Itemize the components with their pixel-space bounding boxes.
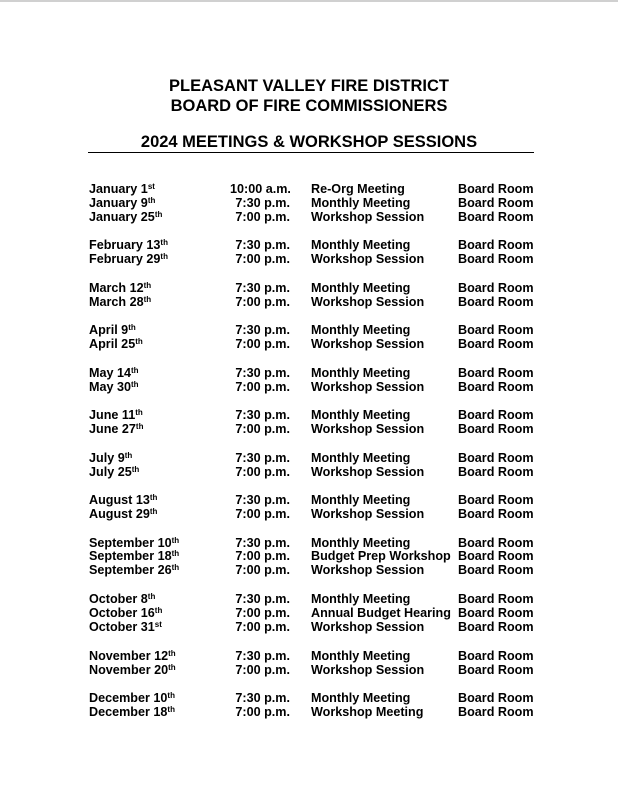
meeting-location: Board Room (458, 182, 534, 196)
meeting-row (0, 295, 618, 310)
ordinal-suffix: th (135, 408, 143, 417)
title-district: PLEASANT VALLEY FIRE DISTRICT (169, 77, 449, 95)
meeting-time: 7:30 p.m. (235, 238, 290, 252)
meeting-location: Board Room (458, 422, 534, 436)
meeting-row (0, 252, 618, 267)
meeting-location: Board Room (458, 536, 534, 550)
meeting-location: Board Room (458, 663, 534, 677)
meeting-location: Board Room (458, 366, 534, 380)
meeting-date (89, 705, 175, 720)
meeting-location: Board Room (458, 563, 534, 577)
meeting-date (89, 252, 168, 267)
meeting-location: Board Room (458, 380, 534, 394)
meeting-date-text: November 12 (89, 649, 169, 663)
ordinal-suffix: th (168, 649, 176, 658)
meeting-time: 7:30 p.m. (235, 592, 290, 606)
meeting-date-text: December 18 (89, 705, 168, 719)
meeting-date (89, 507, 157, 522)
meeting-date-text: September 18 (89, 549, 172, 563)
meeting-row (0, 281, 618, 296)
meeting-date-text: October 31 (89, 620, 155, 634)
meeting-time: 7:30 p.m. (235, 323, 290, 337)
ordinal-suffix: th (168, 663, 176, 672)
meeting-row (0, 663, 618, 678)
meeting-date-text: January 9 (89, 196, 148, 210)
meeting-row (0, 182, 618, 197)
ordinal-suffix: th (131, 380, 139, 389)
meeting-location: Board Room (458, 507, 534, 521)
meeting-date-text: May 14 (89, 366, 132, 380)
title-schedule: 2024 MEETINGS & WORKSHOP SESSIONS (140, 133, 478, 151)
meeting-row (0, 408, 618, 423)
meeting-date-text: February 13 (89, 238, 161, 252)
meeting-row (0, 705, 618, 720)
meeting-time: 7:00 p.m. (235, 507, 290, 521)
ordinal-suffix: th (143, 295, 152, 304)
ordinal-suffix: th (124, 451, 133, 460)
meeting-date (89, 549, 179, 564)
meeting-type: Workshop Session (311, 210, 425, 224)
meeting-type: Monthly Meeting (311, 323, 411, 337)
meeting-date-text: January 1 (89, 182, 148, 196)
meeting-row (0, 210, 618, 225)
meeting-date-text: August 29 (89, 507, 150, 521)
meeting-date (89, 337, 143, 352)
meeting-date (89, 281, 151, 296)
meeting-location: Board Room (458, 549, 534, 563)
meeting-type: Workshop Session (311, 663, 425, 677)
meeting-type: Monthly Meeting (311, 196, 411, 210)
meeting-row (0, 451, 618, 466)
meeting-row (0, 366, 618, 381)
ordinal-suffix: st (154, 620, 162, 629)
meeting-location: Board Room (458, 210, 534, 224)
meeting-date (89, 592, 155, 607)
meeting-type: Workshop Session (311, 465, 425, 479)
meeting-type: Workshop Session (311, 380, 425, 394)
meeting-date (89, 451, 132, 466)
meeting-date (89, 366, 139, 381)
meeting-location: Board Room (458, 691, 534, 705)
meeting-time: 7:00 p.m. (235, 422, 290, 436)
title-underline (88, 152, 534, 153)
meeting-time: 10:00 a.m. (230, 182, 291, 196)
meeting-date (89, 649, 176, 664)
meeting-date (89, 196, 155, 211)
meeting-date-text: September 26 (89, 563, 172, 577)
ordinal-suffix: th (128, 323, 136, 332)
ordinal-suffix: th (131, 366, 139, 375)
meeting-date-text: October 16 (89, 606, 155, 620)
meeting-date (89, 182, 155, 197)
meeting-row (0, 507, 618, 522)
meeting-location: Board Room (458, 323, 534, 337)
meeting-date (89, 380, 139, 395)
meeting-date (89, 493, 157, 508)
meeting-row (0, 691, 618, 706)
ordinal-suffix: th (149, 493, 158, 502)
meeting-location: Board Room (458, 281, 534, 295)
meeting-type: Monthly Meeting (311, 451, 411, 465)
ordinal-suffix: th (154, 606, 163, 615)
meeting-date (89, 238, 168, 253)
ordinal-suffix: th (147, 592, 156, 601)
meeting-type: Monthly Meeting (311, 649, 411, 663)
meeting-time: 7:30 p.m. (235, 451, 290, 465)
meeting-location: Board Room (458, 465, 534, 479)
meeting-type: Monthly Meeting (311, 366, 411, 380)
meeting-type: Workshop Meeting (311, 705, 424, 719)
meeting-location: Board Room (458, 337, 534, 351)
meeting-time: 7:30 p.m. (235, 493, 290, 507)
ordinal-suffix: st (147, 182, 155, 191)
meeting-row (0, 493, 618, 508)
meeting-date (89, 422, 143, 437)
meeting-date-text: June 27 (89, 422, 136, 436)
meeting-date (89, 620, 162, 635)
ordinal-suffix: th (171, 549, 180, 558)
ordinal-suffix: th (154, 210, 163, 219)
meeting-date-text: December 10 (89, 691, 168, 705)
meeting-type: Re-Org Meeting (311, 182, 405, 196)
meeting-time: 7:00 p.m. (235, 337, 290, 351)
meeting-date-text: February 29 (89, 252, 161, 266)
meeting-type: Workshop Session (311, 295, 425, 309)
meeting-date (89, 295, 151, 310)
meeting-location: Board Room (458, 196, 534, 210)
meeting-time: 7:00 p.m. (235, 705, 290, 719)
meeting-date-text: September 10 (89, 536, 172, 550)
meeting-location: Board Room (458, 252, 534, 266)
meeting-date-text: June 11 (89, 408, 136, 422)
meeting-row (0, 649, 618, 664)
meeting-row (0, 323, 618, 338)
meeting-date (89, 663, 176, 678)
meeting-row (0, 563, 618, 578)
ordinal-suffix: th (135, 422, 144, 431)
meeting-date-text: January 25 (89, 210, 155, 224)
meeting-row (0, 422, 618, 437)
meeting-row (0, 380, 618, 395)
meeting-date-text: July 25 (89, 465, 132, 479)
meeting-date-text: April 9 (89, 323, 129, 337)
meeting-date-text: November 20 (89, 663, 169, 677)
meeting-location: Board Room (458, 705, 534, 719)
meeting-time: 7:30 p.m. (235, 366, 290, 380)
title-board: BOARD OF FIRE COMMISSIONERS (170, 97, 448, 115)
meeting-time: 7:00 p.m. (235, 549, 290, 563)
meeting-time: 7:00 p.m. (235, 252, 290, 266)
meeting-row (0, 465, 618, 480)
meeting-type: Workshop Session (311, 507, 425, 521)
meeting-date (89, 606, 162, 621)
ordinal-suffix: th (171, 536, 180, 545)
meeting-date (89, 323, 136, 338)
meeting-location: Board Room (458, 592, 534, 606)
meeting-type: Workshop Session (311, 563, 425, 577)
meeting-type: Workshop Session (311, 422, 425, 436)
meeting-time: 7:00 p.m. (235, 465, 290, 479)
meeting-type: Monthly Meeting (311, 281, 411, 295)
ordinal-suffix: th (143, 281, 152, 290)
meeting-time: 7:00 p.m. (235, 663, 290, 677)
meeting-time: 7:30 p.m. (235, 281, 290, 295)
ordinal-suffix: th (131, 465, 140, 474)
meeting-time: 7:30 p.m. (235, 408, 290, 422)
ordinal-suffix: th (171, 563, 180, 572)
meeting-location: Board Room (458, 408, 534, 422)
meeting-time: 7:00 p.m. (235, 620, 290, 634)
meeting-date (89, 408, 143, 423)
meeting-date (89, 465, 139, 480)
meeting-row (0, 549, 618, 564)
meeting-location: Board Room (458, 606, 534, 620)
meeting-location: Board Room (458, 649, 534, 663)
meeting-time: 7:00 p.m. (235, 295, 290, 309)
ordinal-suffix: th (147, 196, 156, 205)
meeting-type: Workshop Session (311, 620, 425, 634)
meeting-date-text: March 28 (89, 295, 144, 309)
meeting-row (0, 196, 618, 211)
meeting-time: 7:00 p.m. (235, 563, 290, 577)
meeting-date-text: July 9 (89, 451, 125, 465)
meeting-type: Monthly Meeting (311, 592, 411, 606)
meeting-time: 7:30 p.m. (235, 691, 290, 705)
meeting-date-text: October 8 (89, 592, 148, 606)
meeting-time: 7:00 p.m. (235, 380, 290, 394)
meeting-date-text: May 30 (89, 380, 132, 394)
ordinal-suffix: th (135, 337, 143, 346)
ordinal-suffix: th (167, 691, 175, 700)
meeting-type: Monthly Meeting (311, 238, 411, 252)
meeting-row (0, 592, 618, 607)
meeting-date-text: March 12 (89, 281, 144, 295)
meeting-date (89, 691, 175, 706)
meeting-type: Workshop Session (311, 337, 425, 351)
meeting-time: 7:30 p.m. (235, 196, 290, 210)
meeting-location: Board Room (458, 493, 534, 507)
meeting-location: Board Room (458, 620, 534, 634)
meeting-time: 7:30 p.m. (235, 536, 290, 550)
meeting-row (0, 238, 618, 253)
meeting-date-text: April 25 (89, 337, 136, 351)
top-border (0, 0, 618, 2)
meeting-row (0, 606, 618, 621)
ordinal-suffix: th (160, 252, 168, 261)
meeting-date-text: August 13 (89, 493, 150, 507)
meeting-time: 7:00 p.m. (235, 210, 290, 224)
meeting-type: Workshop Session (311, 252, 425, 266)
ordinal-suffix: th (149, 507, 158, 516)
ordinal-suffix: th (160, 238, 168, 247)
ordinal-suffix: th (167, 705, 175, 714)
meeting-time: 7:30 p.m. (235, 649, 290, 663)
meeting-type: Monthly Meeting (311, 408, 411, 422)
meeting-date (89, 563, 179, 578)
meeting-type: Budget Prep Workshop (311, 549, 451, 563)
meeting-type: Monthly Meeting (311, 493, 411, 507)
meeting-type: Annual Budget Hearing (311, 606, 451, 620)
meeting-row (0, 337, 618, 352)
meeting-row (0, 620, 618, 635)
meeting-date (89, 210, 162, 225)
meeting-time: 7:00 p.m. (235, 606, 290, 620)
meeting-type: Monthly Meeting (311, 536, 411, 550)
meeting-location: Board Room (458, 295, 534, 309)
meeting-location: Board Room (458, 238, 534, 252)
meeting-type: Monthly Meeting (311, 691, 411, 705)
meeting-location: Board Room (458, 451, 534, 465)
